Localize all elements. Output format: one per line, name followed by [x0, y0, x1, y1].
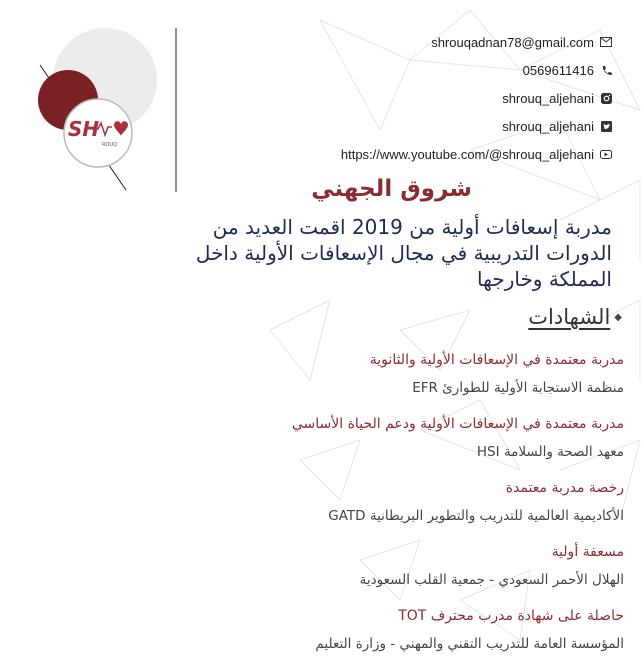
diamond-bullet-icon: ◆: [614, 311, 622, 323]
instagram-icon: [600, 92, 612, 104]
youtube-icon: [600, 148, 612, 160]
certificate-item: [64, 478, 624, 542]
phone-icon: [600, 64, 612, 76]
certificate-item: [64, 414, 624, 478]
contact-twitter-text: shrouq_aljehani: [502, 118, 594, 134]
certificates-list: [64, 350, 624, 670]
certificate-issuer: منظمة الاستجابة الأولية للطوارئ EFR: [412, 380, 624, 396]
certificate-title: حاصلة على شهادة مدرب محترف TOT: [398, 608, 624, 624]
contact-phone-text: 0569611416: [522, 62, 594, 78]
contact-email-text: shrouqadnan78@gmail.com: [431, 34, 594, 50]
certificates-heading-label: الشهادات: [528, 305, 611, 329]
contact-youtube[interactable]: [341, 140, 612, 168]
logo: [30, 25, 190, 205]
contact-list: [341, 28, 612, 168]
certificate-issuer: المؤسسة العامة للتدريب التقني والمهني - وزارة التعليم: [315, 636, 624, 652]
certificate-title: مدربة معتمدة في الإسعافات الأولية ودعم الحياة الأساسي: [291, 416, 624, 432]
person-name: شروق الجهني: [311, 176, 472, 202]
contact-phone[interactable]: [341, 56, 612, 84]
certificate-title: رخصة مدربة معتمدة: [505, 480, 624, 496]
svg-text:SH: SH: [68, 117, 100, 141]
profile-summary: مدربة إسعافات أولية من 2019 اقمت العديد من الدورات التدريبية في مجال الإسعافات الأولية داخل المملكة وخارجها: [195, 215, 612, 291]
email-icon: [600, 36, 612, 48]
certificate-item: [64, 542, 624, 606]
certificate-title: مسعفة أولية: [551, 544, 624, 560]
certificate-issuer: الأكاديمية العالمية للتدريب والتطوير البريطانية GATD: [328, 508, 624, 524]
contact-instagram-text: shrouq_aljehani: [502, 90, 594, 106]
certificate-issuer: الهلال الأحمر السعودي - جمعية القلب السعودية: [359, 572, 624, 588]
certificate-title: مدربة معتمدة في الإسعافات الأولية والثانوية: [369, 352, 624, 368]
contact-instagram[interactable]: [341, 84, 612, 112]
twitter-icon: [600, 120, 612, 132]
contact-twitter[interactable]: [341, 112, 612, 140]
certificates-heading: [528, 305, 622, 329]
certificate-item: [64, 350, 624, 414]
svg-text:ROUQ: ROUQ: [102, 142, 118, 148]
contact-youtube-text: https://www.youtube.com/@shrouq_aljehani: [340, 146, 594, 162]
certificate-item: [64, 606, 624, 670]
certificate-issuer: معهد الصحة والسلامة HSI: [476, 444, 624, 460]
contact-email[interactable]: [341, 28, 612, 56]
